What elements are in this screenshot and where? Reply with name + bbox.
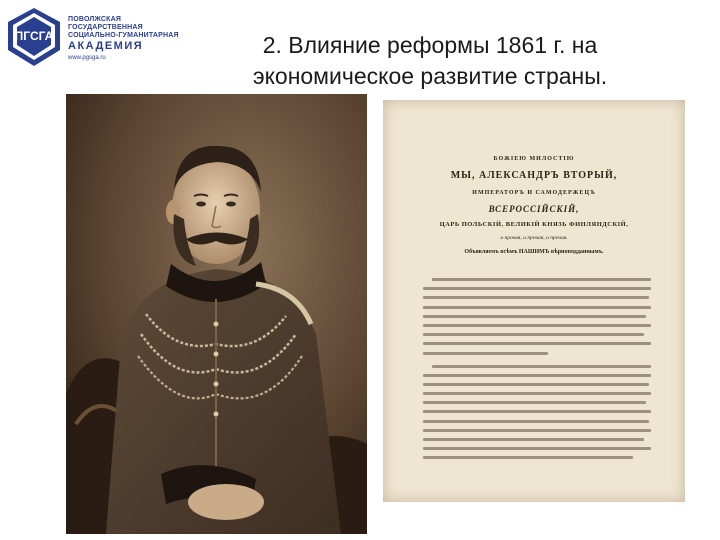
manifesto-document-image bbox=[383, 100, 685, 502]
manifesto-paragraph bbox=[423, 365, 651, 460]
slide-title bbox=[220, 30, 640, 92]
manifesto-paragraph bbox=[423, 278, 651, 355]
manifesto-body-text bbox=[423, 278, 651, 469]
academy-name-line3: СОЦИАЛЬНО-ГУМАНИТАРНАЯ bbox=[68, 32, 179, 39]
academy-name-line1: ПОВОЛЖСКАЯ bbox=[68, 16, 122, 23]
portrait-illustration bbox=[66, 94, 367, 534]
slide-title-line1: 2. Влияние реформы 1861 г. на bbox=[262, 32, 598, 58]
manifesto-line7: Объявляемъ всѣмъ НАШИМЪ вѣрноподданнымъ. bbox=[464, 249, 604, 255]
manifesto-line3: ИМПЕРАТОРЪ И САМОДЕРЖЕЦЪ bbox=[472, 190, 596, 196]
academy-name bbox=[68, 16, 179, 63]
academy-logo bbox=[6, 6, 179, 76]
manifesto-line5: ЦАРЬ ПОЛЬСКІЙ, ВЕЛИКІЙ КНЯЗЬ ФИНЛЯНДСКІЙ, bbox=[439, 221, 629, 228]
academy-name-line2: ГОСУДАРСТВЕННАЯ bbox=[68, 24, 143, 31]
emblem-text: ПГСГА bbox=[14, 29, 54, 43]
manifesto-heading bbox=[383, 156, 685, 255]
manifesto-line2: МЫ, АЛЕКСАНДРЪ ВТОРЫЙ, bbox=[450, 170, 618, 181]
emperor-portrait-photo bbox=[66, 94, 367, 534]
academy-emblem-icon bbox=[6, 6, 62, 68]
manifesto-line1: БОЖІЕЮ МИЛОСТІЮ bbox=[493, 156, 575, 162]
academy-url: www.pgsga.ru bbox=[68, 55, 106, 61]
academy-name-line4: АКАДЕМИЯ bbox=[68, 40, 144, 52]
manifesto-line6: и прочая, и прочая, и прочая. bbox=[500, 235, 568, 241]
manifesto-line4: ВСЕРОССІЙСКІЙ, bbox=[488, 204, 580, 214]
slide-title-line2: экономическое развитие страны. bbox=[252, 63, 608, 89]
